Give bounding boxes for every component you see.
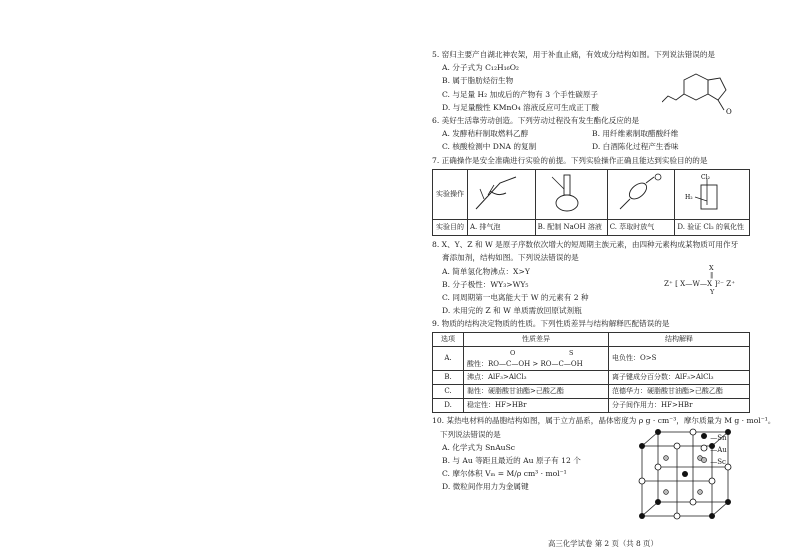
experiment-table [432, 169, 750, 236]
row-c-option: C. [433, 385, 464, 399]
au-atom-icon [700, 444, 708, 452]
carbonyl-oxygen-label: O [726, 108, 732, 116]
row-c-explanation: 范德华力：硬脂酸甘油酯>己酸乙酯 [609, 385, 750, 399]
question-10-option-a: A. 化学式为 SnAuSc [442, 442, 516, 452]
header-option: 选项 [433, 332, 464, 346]
legend-sn [700, 432, 727, 444]
volumetric-flask-icon [538, 171, 598, 213]
row-label-purpose: 实验目的 [433, 220, 468, 236]
ion-structure-diagram [664, 264, 735, 296]
question-5-option-a: A. 分子式为 C₁₂H₁₆O₂ [442, 63, 519, 73]
question-5-option-d: D. 与足量酸性 KMnO₄ 溶液反应可生成正丁酸 [442, 102, 599, 112]
row-a-property [464, 346, 609, 370]
struct-top-atom: X [709, 264, 714, 272]
question-6-option-b: B. 用纤维素制取醋酸纤维 [592, 129, 679, 139]
question-8-stem-line-1: 8. X、Y、Z 和 W 是原子序数依次增大的短周期主族元素，由四种元素构成某物质可用作牙 [432, 240, 739, 250]
row-label-operation: 实验操作 [433, 169, 468, 219]
question-8-option-c: C. 同周期第一电离能大于 W 的元素有 2 种 [442, 293, 589, 303]
header-property: 性质差异 [464, 332, 609, 346]
question-5-option-c: C. 与足量 H₂ 加成后的产物有 3 个手性碳原子 [442, 89, 599, 99]
separatory-funnel-icon [610, 171, 670, 213]
question-5-stem: 5. 窑归主要产自湖北神农架，用于补血止痛，有效成分结构如图。下列说法错误的是 [432, 50, 716, 59]
crystal-legend [700, 432, 727, 468]
question-6 [432, 114, 750, 154]
acid-sulfur-label: S [569, 349, 574, 358]
acid-oxygen-label: O [510, 349, 516, 358]
question-6-options-row-1 [432, 127, 750, 140]
question-6-option-a: A. 发酵秸秆制取燃料乙醇 [442, 129, 529, 139]
purpose-b: B. 配制 NaOH 溶液 [535, 220, 607, 236]
row-a-explanation: 电负性：O>S [609, 346, 750, 370]
header-explanation: 结构解释 [609, 332, 750, 346]
question-10-stem-line-2: 下列说法错误的是 [440, 429, 501, 439]
struct-bottom-atom: Y [710, 288, 715, 296]
question-8-option-d: D. 未用完的 Z 和 W 单质需放回原试剂瓶 [442, 306, 582, 316]
row-d-option: D. [433, 399, 464, 413]
question-8-stem-line-2: 膏添加剂，结构如图。下列说法错误的是 [442, 253, 579, 263]
hydrogen-label: H₂ [685, 193, 694, 201]
question-10-stem-line-1: 10. 某热电材料的晶胞结构如图，属于立方晶系，晶体密度为 ρ g · cm⁻³，摩尔质量为 M g · mol⁻¹。 [432, 416, 776, 426]
question-7 [432, 154, 750, 237]
apparatus-b-image [535, 169, 607, 219]
sn-atom-icon [700, 432, 708, 440]
question-6-stem: 6. 美好生活靠劳动创造。下列劳动过程没有发生酯化反应的是 [432, 116, 640, 126]
question-10-option-b: B. 与 Au 等距且最近的 Au 原子有 12 个 [442, 456, 581, 466]
row-a-option: A. [433, 346, 464, 370]
question-6-options-row-2 [432, 140, 750, 153]
question-7-stem: 7. 正确操作是安全准确进行实验的前提。下列实验操作正确且能达到实验目的的是 [432, 155, 708, 165]
legend-sn-label: —Sn [710, 434, 727, 442]
row-d-explanation: 分子间作用力：HF>HBr [609, 399, 750, 413]
page-footer: 高三化学试卷 第 2 页（共 8 页） [548, 539, 658, 548]
apparatus-d-image [675, 169, 750, 219]
apparatus-c-image [607, 169, 675, 219]
legend-au-label: —Au [710, 446, 727, 454]
row-b-option: B. [433, 370, 464, 384]
purpose-a: A. 排气泡 [468, 220, 536, 236]
row-c-property: 黏性：硬脂酸甘油酯>己酸乙酯 [464, 385, 609, 399]
property-table [432, 332, 750, 414]
question-10-option-d: D. 微粒间作用力为金属键 [442, 482, 529, 492]
burette-icon [470, 171, 530, 213]
row-b-property: 沸点：AlF₃>AlCl₃ [464, 370, 609, 384]
question-8 [432, 238, 750, 317]
lactone-structure-diagram [662, 70, 742, 116]
question-10-option-c: C. 摩尔体积 Vₘ = M/ρ cm³ · mol⁻¹ [442, 469, 567, 479]
question-9 [432, 317, 750, 413]
gas-bottle-icon [677, 171, 737, 213]
row-d-property: 稳定性：HF>HBr [464, 399, 609, 413]
question-8-option-a: A. 简单氢化物沸点：X>Y [442, 266, 530, 276]
question-5-option-b: B. 属于脂肪烃衍生物 [442, 76, 514, 86]
chlorine-label: Cl₂ [701, 173, 711, 181]
purpose-c: C. 萃取时放气 [607, 220, 675, 236]
apparatus-a-image [468, 169, 536, 219]
acid-formula: 酸性：RO—C—OH > RO—C—OH [467, 360, 583, 369]
question-6-option-c: C. 核酸检测中 DNA 的复制 [442, 142, 537, 152]
question-8-option-b: B. 分子极性：WY₃>WY₅ [442, 279, 529, 289]
sc-atom-icon [700, 456, 708, 464]
question-6-option-d: D. 白酒陈化过程产生香味 [592, 142, 679, 152]
purpose-d: D. 验证 Cl₂ 的氧化性 [675, 220, 750, 236]
row-b-explanation: 离子键成分百分数：AlF₃>AlCl₃ [609, 370, 750, 384]
legend-au [700, 444, 727, 456]
struct-double-bond: ‖ [710, 271, 714, 279]
struct-main-formula: Z⁺ [ X—W—X ]²⁻ Z⁺ [664, 279, 735, 288]
legend-sc-label: —Sc [710, 458, 726, 466]
legend-sc [700, 456, 727, 468]
question-9-stem: 9. 物质的结构决定物质的性质。下列性质差异与结构解释匹配错误的是 [432, 319, 670, 329]
